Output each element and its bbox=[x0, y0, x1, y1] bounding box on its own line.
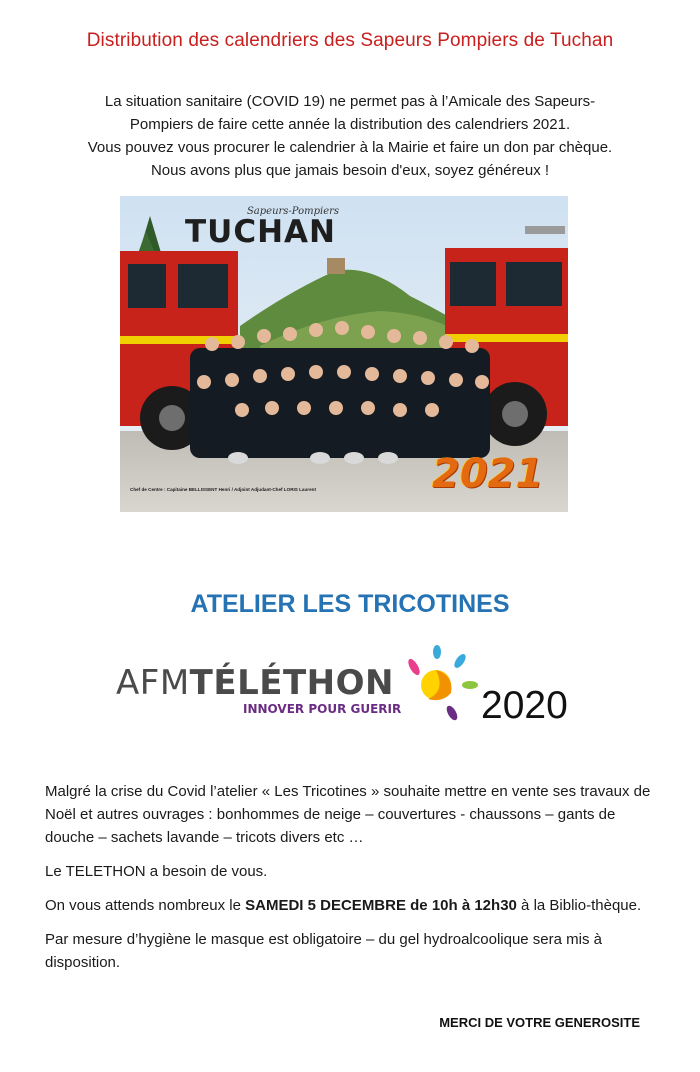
intro-line: Nous avons plus que jamais besoin d'eux, soyez généreux ! bbox=[150, 162, 550, 179]
body-paragraph-date bbox=[45, 894, 660, 917]
page-title: Distribution des calendriers des Sapeurs Pompiers de Tuchan bbox=[86, 30, 614, 51]
logo-afm: AFM bbox=[116, 663, 190, 703]
date-suffix: à la Biblio-thèque. bbox=[516, 897, 642, 914]
event-year: 2020 bbox=[481, 684, 568, 727]
calendar-caption: Chef de Centre : Capitaine BELLISSENT Henri / Adjoint Adjudant-Chef LORIS Laurent bbox=[130, 487, 316, 492]
afm-telethon-logo bbox=[116, 663, 402, 716]
calendar-brand-title: TUCHAN bbox=[185, 214, 336, 250]
body-paragraph: Le TELETHON a besoin de vous. bbox=[45, 863, 268, 880]
body-paragraph: Par mesure d’hygiène le masque est obligatoire – du gel hydroalcoolique sera mis à disposition. bbox=[45, 931, 602, 971]
intro-line: La situation sanitaire (COVID 19) ne permet pas à l’Amicale des Sapeurs- bbox=[104, 93, 596, 110]
calendar-year: 2021 bbox=[432, 451, 544, 497]
intro-line: Vous pouvez vous procurer le calendrier à la Mairie et faire un don par chèque. bbox=[87, 139, 613, 156]
signature: MERCI DE VOTRE GENEROSITE bbox=[439, 1015, 640, 1030]
date-prefix: On vous attends nombreux le bbox=[45, 897, 246, 914]
section-title: ATELIER LES TRICOTINES bbox=[190, 590, 510, 618]
calendar-photo bbox=[120, 196, 568, 512]
body-paragraph: Malgré la crise du Covid l’atelier « Les Tricotines » souhaite mettre en vente ses travaux de Noël et autres ouvrages : bonhommes de neige – couvertures - chaussons – gants de douche – sachets lavande – tricots divers etc … bbox=[45, 783, 651, 846]
telethon-sun-icon bbox=[402, 645, 478, 723]
event-date: SAMEDI 5 DECEMBRE de 10h à 12h30 bbox=[245, 897, 517, 914]
event-description bbox=[45, 780, 660, 985]
calendar-brand-small: Sapeurs-Pompiers bbox=[246, 206, 340, 217]
intro-paragraph bbox=[40, 90, 660, 182]
logo-telethon: TÉLÉTHON bbox=[189, 663, 394, 703]
logo-slogan: INNOVER POUR GUERIR bbox=[243, 702, 402, 716]
intro-line: Pompiers de faire cette année la distribution des calendriers 2021. bbox=[129, 116, 571, 133]
logo-wordmark bbox=[116, 664, 394, 702]
